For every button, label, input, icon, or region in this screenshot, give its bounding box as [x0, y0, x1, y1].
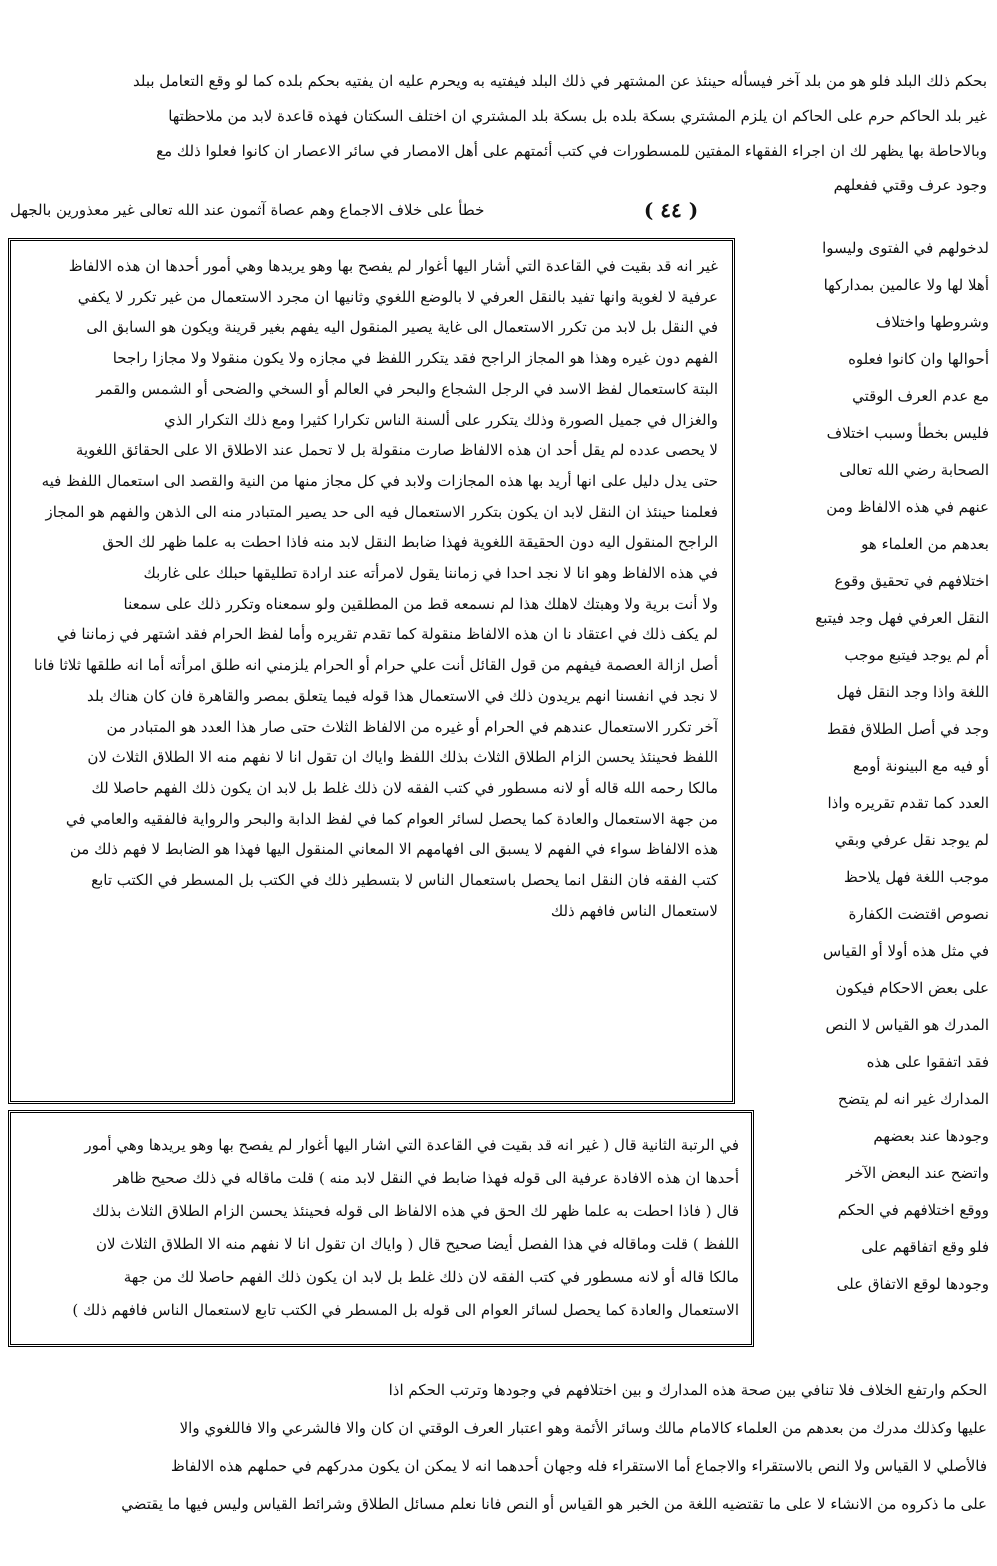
second-commentary-line: قال ( فاذا احطت به علما ظهر لك الحق في هذه الالفاظ الى قوله فحينئذ يحسن الزام الطلاق الثلاث بذلك — [92, 1202, 739, 1220]
page-number-line-text: خطأ على خلاف الاجماع وهم عصاة آثمون عند الله تعالى غير معذورين بالجهل — [10, 201, 485, 219]
side-line: موجب اللغة فهل يلاحظ — [843, 868, 989, 886]
commentary-line: آخر تكرر الاستعمال عندهم في الحرام أو غيره من الالفاظ الثلاث حتى صار هذا العدد هو المتبادر من — [106, 717, 718, 736]
commentary-line: غير انه قد بقيت في القاعدة التي أشار اليها أغوار لم يفصح بها وهو يريدها وهي أمور أحدها ان هذه الالفاظ — [68, 257, 718, 275]
side-line: أو فيه مع البينونة أومع — [853, 757, 989, 775]
side-line: عنهم في هذه الالفاظ ومن — [826, 498, 989, 516]
commentary-line: لم يكف ذلك في اعتقاد نا ان هذه الالفاظ منقولة كما تقدم تقريره وأما لفظ الحرام فقد اشتهر في زماننا في — [56, 625, 718, 644]
commentary-line: كتب الفقه فان النقل انما يحصل باستعمال الناس لا بتسطير ذلك في الكتب بل المسطر في الكتب تابع — [91, 871, 718, 889]
commentary-line: هذه الالفاظ سواء في الفهم لا يسبق الى افهامهم الا المعاني المنقول اليها فهذا هو الضابط لا فهم ذلك من — [69, 840, 718, 859]
side-line: واتضح عند البعض الآخر — [845, 1164, 989, 1182]
commentary-line: فعلمنا حينئذ ان النقل لابد ان يكون بتكرر الاستعمال فيه الى حد يصير المتبادر منه الى الذهن والفهم هو المجاز — [45, 502, 718, 521]
second-commentary-line: الاستعمال والعادة كما يحصل لسائر العوام الى قوله بل المسطر في الكتب تابع لاستعمال الناس فافهم ذلك ) — [72, 1301, 739, 1319]
commentary-line: لا نجد في انفسنا انهم يريدون ذلك في الاستعمال هذا قوله فيما يتعلق بمصر والقاهرة فان كان هناك بلد — [87, 686, 718, 705]
side-line: بعدهم من العلماء هو — [861, 535, 989, 553]
commentary-line: مالكا رحمه الله قاله أو لانه مسطور في كتب الفقه لان ذلك غلط بل لابد ان يكون ذلك الفهم حاصلا لك — [91, 778, 718, 797]
second-commentary-line: مالكا قاله أو لانه مسطور في كتب الفقه لان ذلك غلط بل لابد ان يكون ذلك الفهم حاصلا لك من جهة — [123, 1268, 739, 1286]
side-line: المدارك غير انه لم يتضح — [837, 1090, 989, 1108]
top-text-line: وجود عرف وقتي ففعلهم — [833, 176, 987, 194]
second-commentary-line: في الرتبة الثانية قال ( غير انه قد بقيت في القاعدة التي اشار اليها أغوار لم يفصح بها وهو يريدها وهي أمور — [84, 1136, 739, 1154]
side-line: وجودها عند بعضهم — [873, 1127, 989, 1145]
side-line: وجد في أصل الطلاق فقط — [826, 720, 989, 738]
commentary-box — [8, 238, 735, 1104]
bottom-text-line: على ما ذكروه من الانشاء لا على ما تقتضيه اللغة من الخبر هو القياس أو النص فانا نعلم مسائل الطلاق وشرائط القياس وليس فيها ما يقتضي — [121, 1495, 987, 1513]
side-line: العدد كما تقدم تقريره واذا — [827, 794, 989, 812]
side-column — [736, 230, 991, 1365]
side-line: فليس بخطأ وسبب اختلاف — [826, 424, 989, 442]
second-commentary-line: اللفظ ) قلت وماقاله في هذا الفصل أيضا صحيح قال ( واياك ان تقول انا لا نفهم منه الا الطلاق الثلاث لان — [95, 1235, 739, 1253]
side-line: المدرك هو القياس لا النص — [825, 1016, 989, 1034]
commentary-line: ولا أنت برية ولا وهبتك لاهلك هذا لم نسمعه قط من المطلقين ولو سمعناه وتكرر ذلك على سمعنا — [123, 594, 718, 613]
bottom-text-line: الحكم وارتفع الخلاف فلا تنافي بين صحة هذه المدارك و بين اختلافهم في وجودها وترتب الحكم اذا — [388, 1381, 987, 1399]
side-line: أهلا لها ولا عالمين بمداركها — [823, 276, 989, 294]
bottom-text-line: عليها وكذلك مدرك من بعدهم من العلماء كالامام مالك وسائر الأئمة وهو اعتبار العرف الوقتي ان كان والا فالشرعي والا فاللغوي والا — [179, 1419, 987, 1437]
commentary-line: الراجح المنقول اليه دون الحقيقة اللغوية فهذا ضابط النقل لابد منه فاذا احطت به علما ظهر لك الحق — [102, 533, 718, 552]
top-text-line: وبالاحاطة بها يظهر لك ان اجراء الفقهاء المفتين للمسطورات في كتب أئمتهم على أهل الامصار في سائر الاعصار ان كانوا فعلوا ذلك مع — [156, 142, 987, 160]
side-line: ووقع اختلافهم في الحكم — [837, 1201, 989, 1219]
side-line: وجودها لوقع الاتفاق على — [836, 1275, 989, 1293]
commentary-line: البتة كاستعمال لفظ الاسد في الرجل الشجاع والبحر في العالم أو السخي والضحى أو الشمس والقمر — [96, 379, 718, 398]
side-line: أم لم يوجد فيتبع موجب — [844, 646, 989, 664]
side-line: النقل العرفي فهل وجد فيتبع — [815, 609, 989, 627]
commentary-line: في النقل بل لابد من تكرر الاستعمال الى غاية يصير المنقول اليه يفهم بغير قرينة ويكون هو السابق الى — [86, 318, 718, 337]
top-text-line: بحكم ذلك البلد فلو هو من بلد آخر فيسأله حينئذ عن المشتهر في ذلك البلد فيفتيه به ويحرم عليه ان يفتيه بحكم بلده كما لو وقع التعامل ببلد — [132, 72, 987, 90]
top-text-line: غير بلد الحاكم حرم على الحاكم ان يلزم المشتري بسكة بلده بل بسكة بلد المشتري ان اختلف السكتان فهذه قاعدة لابد من ملاحظتها — [168, 107, 987, 125]
commentary-line: من جهة الاستعمال والعادة كما يحصل لسائر العوام كما في لفظ الدابة والبحر والرواية فالفقيه والعامي في — [65, 809, 718, 828]
side-line: نصوص اقتضت الكفارة — [848, 905, 989, 923]
second-commentary-box — [8, 1110, 754, 1347]
side-line: الصحابة رضي الله تعالى — [839, 461, 989, 479]
bottom-text-line: فالأصلي لا القياس ولا النص بالاستقراء والاجماع أما الاستقراء فله وجهان أحدهما انه لا يمكن ان يكون مدركهم في حملهم هذه الالفاظ — [170, 1457, 987, 1475]
page-number: ( ٤٤ ) — [643, 198, 699, 222]
commentary-line: لا يحصى عدده لم يقل أحد ان هذه الالفاظ صارت منقولة بل لا تحمل عند الاطلاق الا على الحقائق اللغوية — [75, 441, 718, 460]
side-line: اختلافهم في تحقيق وقوع — [834, 572, 989, 590]
side-line: اللغة واذا وجد النقل فهل — [836, 683, 989, 701]
commentary-line: لاستعمال الناس فافهم ذلك — [550, 901, 718, 920]
side-line: أحوالها وان كانوا فعلوه — [848, 350, 989, 368]
second-commentary-line: أحدها ان هذه الافادة عرفية الى قوله فهذا ضابط في النقل لابد منه ) قلت ماقاله في ذلك صحيح ظاهر — [113, 1169, 739, 1187]
side-line: فقد اتفقوا على هذه — [866, 1053, 989, 1071]
side-line: فلو وقع اتفاقهم على — [861, 1238, 989, 1256]
commentary-line: الفهم دون غيره وهذا هو المجاز الراجح فقد يتكرر اللفظ في مجازه ولا يكون منقولا ولا مجازا راجحا — [112, 349, 718, 368]
side-line: في مثل هذه أولا أو القياس — [822, 942, 989, 960]
commentary-line: والغزال في جميل الصورة وذلك يتكرر على ألسنة الناس تكرارا كثيرا ومع ذلك التكرار الذي — [164, 410, 718, 429]
commentary-line: حتى يدل دليل على انها أريد بها هذه المجازات ولابد في كل مجاز منها من النية والقصد الى استعمال اللفظ فيه — [41, 471, 718, 490]
side-line: مع عدم العرف الوقتي — [852, 387, 989, 405]
commentary-line: أصل ازالة العصمة فيفهم من قول القائل أنت علي حرام أو الحرام يلزمني انه طلق امرأته أما انه طلقها ثلاثا فانا — [33, 656, 718, 675]
side-line: على بعض الاحكام فيكون — [835, 979, 989, 997]
side-line: لدخولهم في الفتوى وليسوا — [822, 239, 989, 257]
side-line: وشروطها واختلاف — [875, 313, 989, 331]
side-line: لم يوجد نقل عرفي وبقي — [834, 831, 989, 849]
commentary-line: في هذه الالفاظ وهو انا لا نجد احدا في زماننا يقول لامرأته عند ارادة تطليقها حبلك على غاربك — [143, 564, 718, 582]
commentary-line: عرفية لا لغوية وانها تفيد بالنقل العرفي لا بالوضع اللغوي وثانيها ان مجرد الاستعمال من غير تكرر لا يكفي — [77, 287, 718, 306]
commentary-line: اللفظ فحينئذ يحسن الزام الطلاق الثلاث بذلك اللفظ واياك ان تقول انا لا نفهم منه الا الطلاق الثلاث لان — [87, 748, 718, 767]
